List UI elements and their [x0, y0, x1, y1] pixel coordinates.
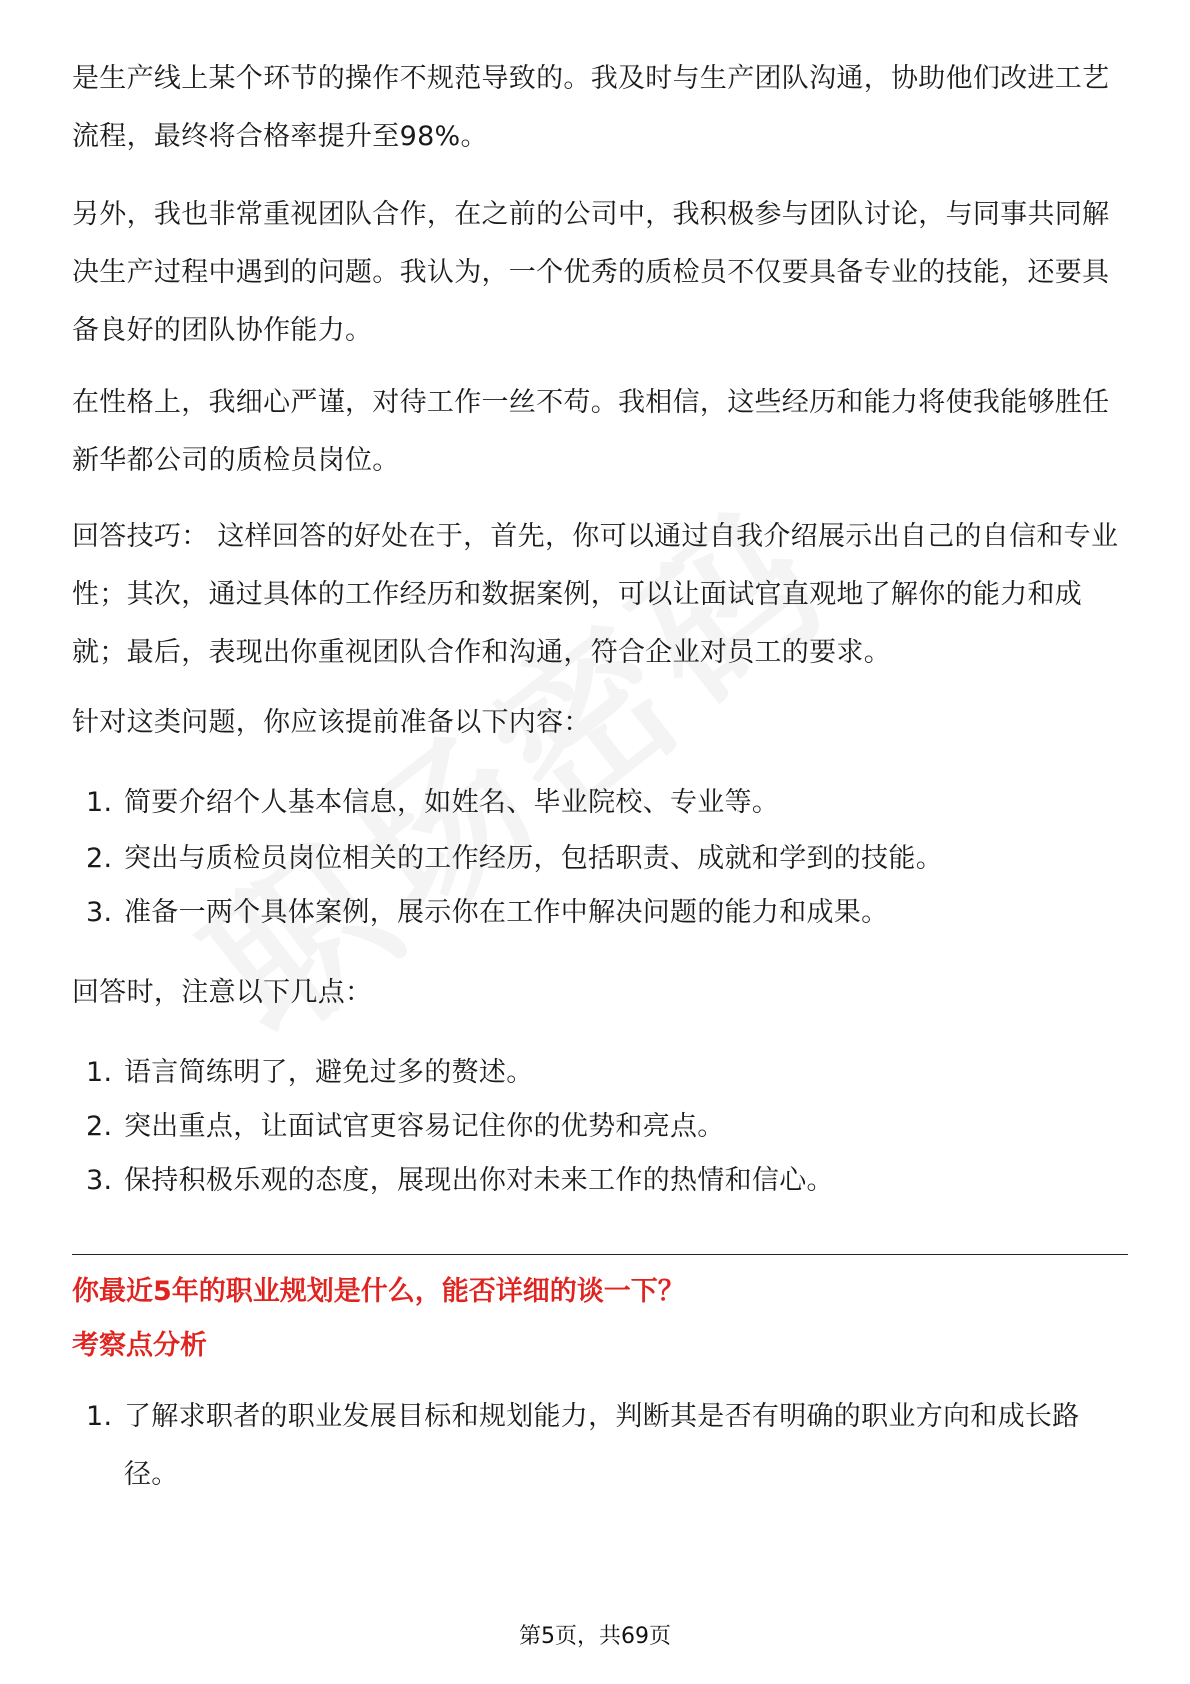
paragraph-process-improvement: 是生产线上某个环节的操作不规范导致的。我及时与生产团队沟通，协助他们改进工艺流程，最终将合格率提升至98%。 [72, 63, 1110, 152]
list-number: 3. [86, 1165, 113, 1196]
list-text: 保持积极乐观的态度，展现出你对未来工作的热情和信心。 [124, 1165, 834, 1196]
list-item [72, 1152, 1128, 1210]
list-text: 准备一两个具体案例，展示你在工作中解决问题的能力和成果。 [124, 897, 889, 928]
list-text: 简要介绍个人基本信息，如姓名、毕业院校、专业等。 [124, 787, 780, 818]
question-title: 你最近5年的职业规划是什么，能否详细的谈一下？ [72, 1276, 685, 1307]
paragraph-teamwork: 另外，我也非常重视团队合作，在之前的公司中，我积极参与团队讨论，与同事共同解决生产过程中遇到的问题。我认为，一个优秀的质检员不仅要具备专业的技能，还要具备良好的团队协作能力。 [72, 199, 1110, 346]
list-number: 1. [86, 787, 113, 818]
paragraph-personality: 在性格上，我细心严谨，对待工作一丝不苟。我相信，这些经历和能力将使我能够胜任新华都公司的质检员岗位。 [72, 387, 1110, 476]
list-number: 2. [86, 1111, 113, 1142]
list-number: 1. [86, 1057, 113, 1088]
list-text: 突出重点，让面试官更容易记住你的优势和亮点。 [124, 1111, 725, 1142]
paragraph-prepare-intro: 针对这类问题，你应该提前准备以下内容： [72, 707, 591, 738]
paragraph-answer-tips: 回答技巧： 这样回答的好处在于，首先，你可以通过自我介绍展示出自己的自信和专业性；其次，通过具体的工作经历和数据案例，可以让面试官直观地了解你的能力和成就；最后，表现出你重视团队合作和沟通，符合企业对员工的要求。 [72, 521, 1119, 668]
list-text: 突出与质检员岗位相关的工作经历，包括职责、成就和学到的技能。 [124, 843, 943, 874]
list-text: 了解求职者的职业发展目标和规划能力，判断其是否有明确的职业方向和成长路径。 [124, 1401, 1080, 1490]
analysis-subheading: 考察点分析 [72, 1330, 207, 1361]
list-number: 1. [86, 1401, 113, 1432]
list-item [72, 1388, 1128, 1504]
list-number: 2. [86, 843, 113, 874]
list-item [72, 1098, 1128, 1156]
list-item [72, 884, 1128, 942]
list-item [72, 1044, 1128, 1102]
list-item [72, 774, 1128, 832]
section-divider [72, 1254, 1128, 1255]
page-footer: 第5页，共69页 [519, 1624, 671, 1649]
paragraph-answer-notes-intro: 回答时，注意以下几点： [72, 977, 373, 1008]
list-text: 语言简练明了，避免过多的赘述。 [124, 1057, 534, 1088]
list-item [72, 830, 1128, 888]
list-number: 3. [86, 897, 113, 928]
